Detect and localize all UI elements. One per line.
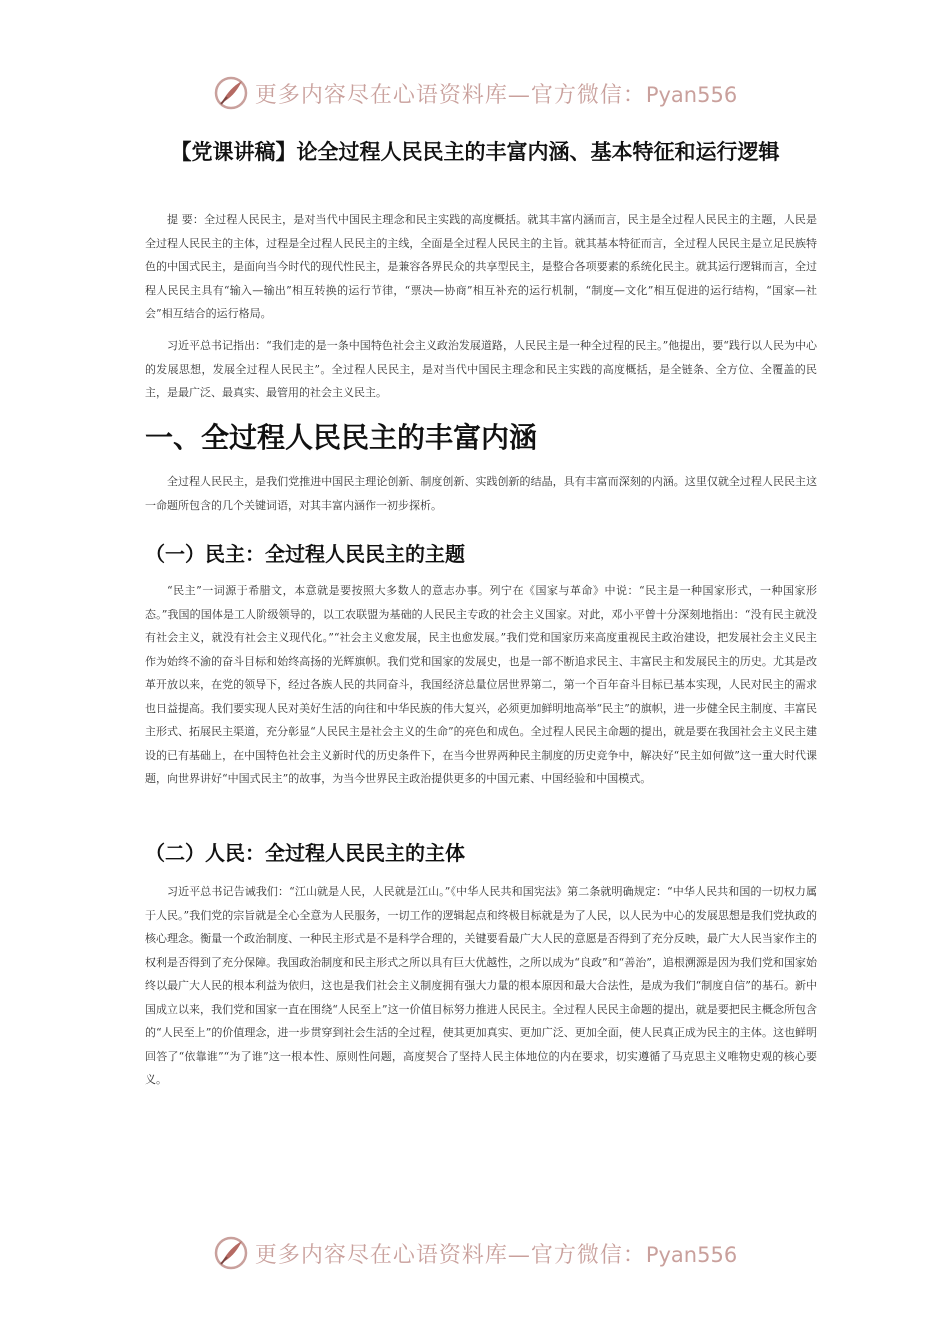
watermark-text: 更多内容尽在心语资料库—官方微信：Pyan556	[254, 82, 738, 108]
watermark-text: 更多内容尽在心语资料库—官方微信：Pyan556	[254, 1242, 738, 1268]
subsection-heading-people: （二）人民：全过程人民民主的主体	[145, 841, 465, 865]
wechat-id: Pyan556	[645, 1242, 738, 1267]
intro-paragraph: 习近平总书记指出：“我们走的是一条中国特色社会主义政治发展道路，人民民主是一种全过程的民主。”他提出，要“践行以人民为中心的发展思想，发展全过程人民民主”。全过程人民民主，是对当代中国民主理念和民主实践的高度概括，是全链条、全方位、全覆盖的民主，是最广泛、最真实、最管用的社会主义民主。	[145, 339, 817, 399]
quill-pen-icon	[213, 75, 249, 111]
subsection-body-people: 习近平总书记告诫我们：“江山就是人民，人民就是江山。”《中华人民共和国宪法》第二条就明确规定：“中华人民共和国的一切权力属于人民。”我们党的宗旨就是全心全意为人民服务，一切工作的逻辑起点和终极目标就是为了人民，以人民为中心的发展思想是我们党执政的核心理念。衡量一个政治制度、一种民主形式是不是科学合理的，关键要看最广大人民的意愿是否得到了充分反映，最广大人民当家作主的权利是否得到了充分保障。我国政治制度和民主形式之所以具有巨大优越性，之所以成为“良政”和“善治”，追根溯源是因为我们党和国家始终以最广大人民的根本利益为依归，这也是我们社会主义制度拥有强大力量的根本原因和最大合法性，是成为我们“制度自信”的基石。新中国成立以来，我们党和国家一直在围绕“人民至上”这一价值目标努力推进人民民主。全过程人民民主命题的提出，就是要把民主概念所包含的“人民至上”的价值理念，进一步贯穿到社会生活的全过程，使其更加真实、更加广泛、更加全面，使人民真正成为民主的主体。这也鲜明回答了“依靠谁”“为了谁”这一根本性、原则性问题，高度契合了坚持人民主体地位的内在要求，切实遵循了马克思主义唯物史观的核心要义。	[145, 885, 817, 1086]
watermark-banner-bottom	[0, 1230, 950, 1276]
document-title: 【党课讲稿】论全过程人民民主的丰富内涵、基本特征和运行逻辑	[170, 140, 780, 164]
watermark-banner-top	[0, 70, 950, 116]
subsection-heading-democracy: （一）民主：全过程人民民主的主题	[145, 542, 465, 566]
wechat-id: Pyan556	[645, 82, 738, 107]
section-lead-paragraph: 全过程人民民主，是我们党推进中国民主理论创新、制度创新、实践创新的结晶，具有丰富而深刻的内涵。这里仅就全过程人民民主这一命题所包含的几个关键词语，对其丰富内涵作一初步探析。	[145, 475, 817, 512]
quill-pen-icon	[213, 1235, 249, 1271]
abstract-paragraph: 提 要：全过程人民民主，是对当代中国民主理念和民主实践的高度概括。就其丰富内涵而言，民主是全过程人民民主的主题，人民是全过程人民民主的主体，过程是全过程人民民主的主线，全面是全过程人民民主的主旨。就其基本特征而言，全过程人民民主是立足民族特色的中国式民主，是面向当今时代的现代性民主，是兼容各界民众的共享型民主，是整合各项要素的系统化民主。就其运行逻辑而言，全过程人民民主具有“输入—输出”相互转换的运行节律，“票决—协商”相互补充的运行机制，“制度—文化”相互促进的运行结构，“国家—社会”相互结合的运行格局。	[145, 213, 817, 320]
section-heading: 一、全过程人民民主的丰富内涵	[145, 421, 538, 454]
subsection-body-democracy: “民主”一词源于希腊文，本意就是要按照大多数人的意志办事。列宁在《国家与革命》中说：“民主是一种国家形式，一种国家形态。”我国的国体是工人阶级领导的，以工农联盟为基础的人民民主专政的社会主义国家。对此，邓小平曾十分深刻地指出：“没有民主就没有社会主义，就没有社会主义现代化。”“社会主义愈发展，民主也愈发展。”我们党和国家历来高度重视民主政治建设，把发展社会主义民主作为始终不渝的奋斗目标和始终高扬的光辉旗帜。我们党和国家的发展史，也是一部不断追求民主、丰富民主和发展民主的历史。尤其是改革开放以来，在党的领导下，经过各族人民的共同奋斗，我国经济总量位居世界第二，第一个百年奋斗目标已基本实现，人民对民主的需求也日益提高。我们要实现人民对美好生活的向往和中华民族的伟大复兴，必须更加鲜明地高举“民主”的旗帜，进一步健全民主制度、丰富民主形式、拓展民主渠道，充分彰显“人民民主是社会主义的生命”的亮色和成色。全过程人民民主命题的提出，就是要在我国社会主义民主建设的已有基础上，在中国特色社会主义新时代的历史条件下，在当今世界两种民主制度的历史竞争中，解决好“民主如何做”这一重大时代课题，向世界讲好“中国式民主”的故事，为当今世界民主政治提供更多的中国元素、中国经验和中国模式。	[145, 584, 817, 785]
